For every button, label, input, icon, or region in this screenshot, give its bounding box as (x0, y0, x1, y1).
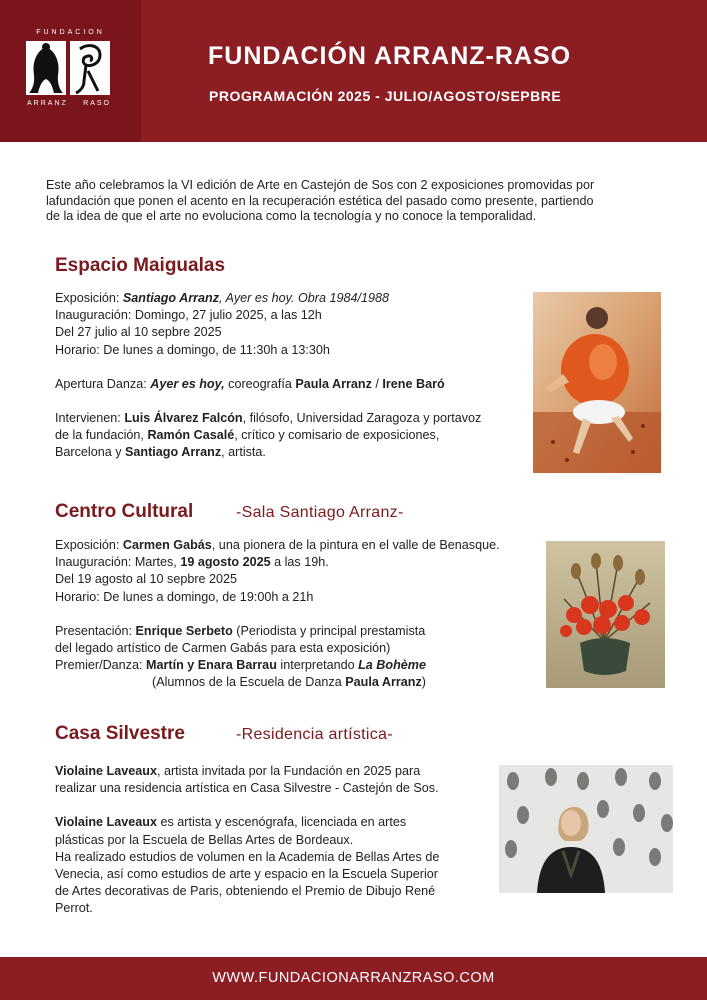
speakers-line: Barcelona y Santiago Arranz, artista. (55, 445, 266, 460)
website-link[interactable]: WWW.FUNDACIONARRANZRASO.COM (212, 970, 495, 986)
bio-line: Venecia, así como estudios de arte y espacio en la Escuela Superior (55, 867, 438, 882)
dance-line: (Alumnos de la Escuela de Danza Paula Arranz) (152, 675, 426, 690)
artist-photo-image (499, 765, 673, 893)
logo-word-arranz: ARRANZ (27, 100, 68, 107)
intro-paragraph (46, 178, 666, 225)
logo (0, 0, 141, 142)
section-subtitle-sala: -Sala Santiago Arranz- (236, 504, 404, 521)
schedule-line: Horario: De lunes a domingo, de 19:00h a 21h (55, 589, 314, 604)
dance-line: Apertura Danza: Ayer es hoy, coreografía Paula Arranz / Irene Baró (55, 376, 445, 391)
page-title: FUNDACIÓN ARRANZ-RASO (208, 42, 572, 70)
painting-figure-image (533, 292, 661, 473)
section-title-centro-cultural: Centro Cultural (55, 501, 194, 522)
section-title-casa-silvestre: Casa Silvestre (55, 723, 185, 744)
dates-line: Del 27 julio al 10 sepbre 2025 (55, 325, 222, 340)
presentation-line: del legado artístico de Carmen Gabás para esta exposición) (55, 641, 391, 656)
inauguration-line: Inauguración: Domingo, 27 julio 2025, a las 12h (55, 308, 322, 323)
bio-line: Perrot. (55, 901, 93, 916)
intro-line: lafundación que ponen el acento en la recuperación estética del pasado como presente, partiendo (46, 193, 594, 208)
footer-banner (0, 957, 707, 1000)
schedule-line: Horario: De lunes a domingo, de 11:30h a 13:30h (55, 342, 330, 357)
artist-line: realizar una residencia artística en Casa Silvestre - Castejón de Sos. (55, 781, 439, 796)
logo-word-raso: RASO (83, 100, 111, 107)
section-title-espacio-maigualas: Espacio Maigualas (55, 255, 226, 276)
dance-line: Premier/Danza: Martín y Enara Barrau interpretando La Bohème (55, 658, 426, 673)
presentation-line: Presentación: Enrique Serbeto (Periodista y principal prestamista (55, 623, 426, 638)
section-subtitle-residencia: -Residencia artística- (236, 726, 393, 743)
section-casa-silvestre-text (55, 763, 439, 918)
page-subtitle: PROGRAMACIÓN 2025 - JULIO/AGOSTO/SEPBRE (209, 88, 562, 104)
dates-line: Del 19 agosto al 10 sepbre 2025 (55, 572, 238, 587)
section-centro-cultural-text (55, 537, 500, 692)
logo-top-text: FUNDACION (36, 29, 105, 36)
bio-line: de Artes decorativas de Paris, obteniendo el Premio de Dibujo René (55, 884, 436, 899)
bio-line: Violaine Laveaux es artista y escenógrafa, licenciada en artes (55, 815, 407, 830)
artist-line: Violaine Laveaux, artista invitada por la Fundación en 2025 para (55, 764, 421, 778)
exhibition-line: Exposición: Carmen Gabás, una pionera de la pintura en el valle de Benasque. (55, 538, 500, 552)
speakers-line: Intervienen: Luis Álvarez Falcón, filósofo, Universidad Zaragoza y portavoz (55, 411, 482, 426)
bio-line: Ha realizado estudios de volumen en la Academia de Bellas Artes de (55, 849, 440, 864)
bio-line: plásticas por la Escuela de Bellas Artes de Bordeaux. (55, 832, 354, 847)
inauguration-line: Inauguración: Martes, 19 agosto 2025 a las 19h. (55, 555, 329, 570)
header-banner (0, 0, 707, 142)
intro-line: Este año celebramos la VI edición de Arte en Castejón de Sos con 2 exposiciones promovidas por (46, 178, 595, 192)
speakers-line: de la fundación, Ramón Casalé, crítico y comisario de exposiciones, (55, 428, 440, 443)
intro-line: de la idea de que el arte no evoluciona como la tecnología y no conoce la temporalidad. (46, 209, 537, 223)
section-espacio-maigualas-text (55, 290, 481, 462)
exhibition-line: Exposición: Santiago Arranz, Ayer es hoy. Obra 1984/1988 (55, 291, 390, 305)
logo-bottom-text (27, 100, 111, 107)
painting-flowers-image (546, 541, 665, 688)
logo-mark-icon (26, 41, 110, 95)
